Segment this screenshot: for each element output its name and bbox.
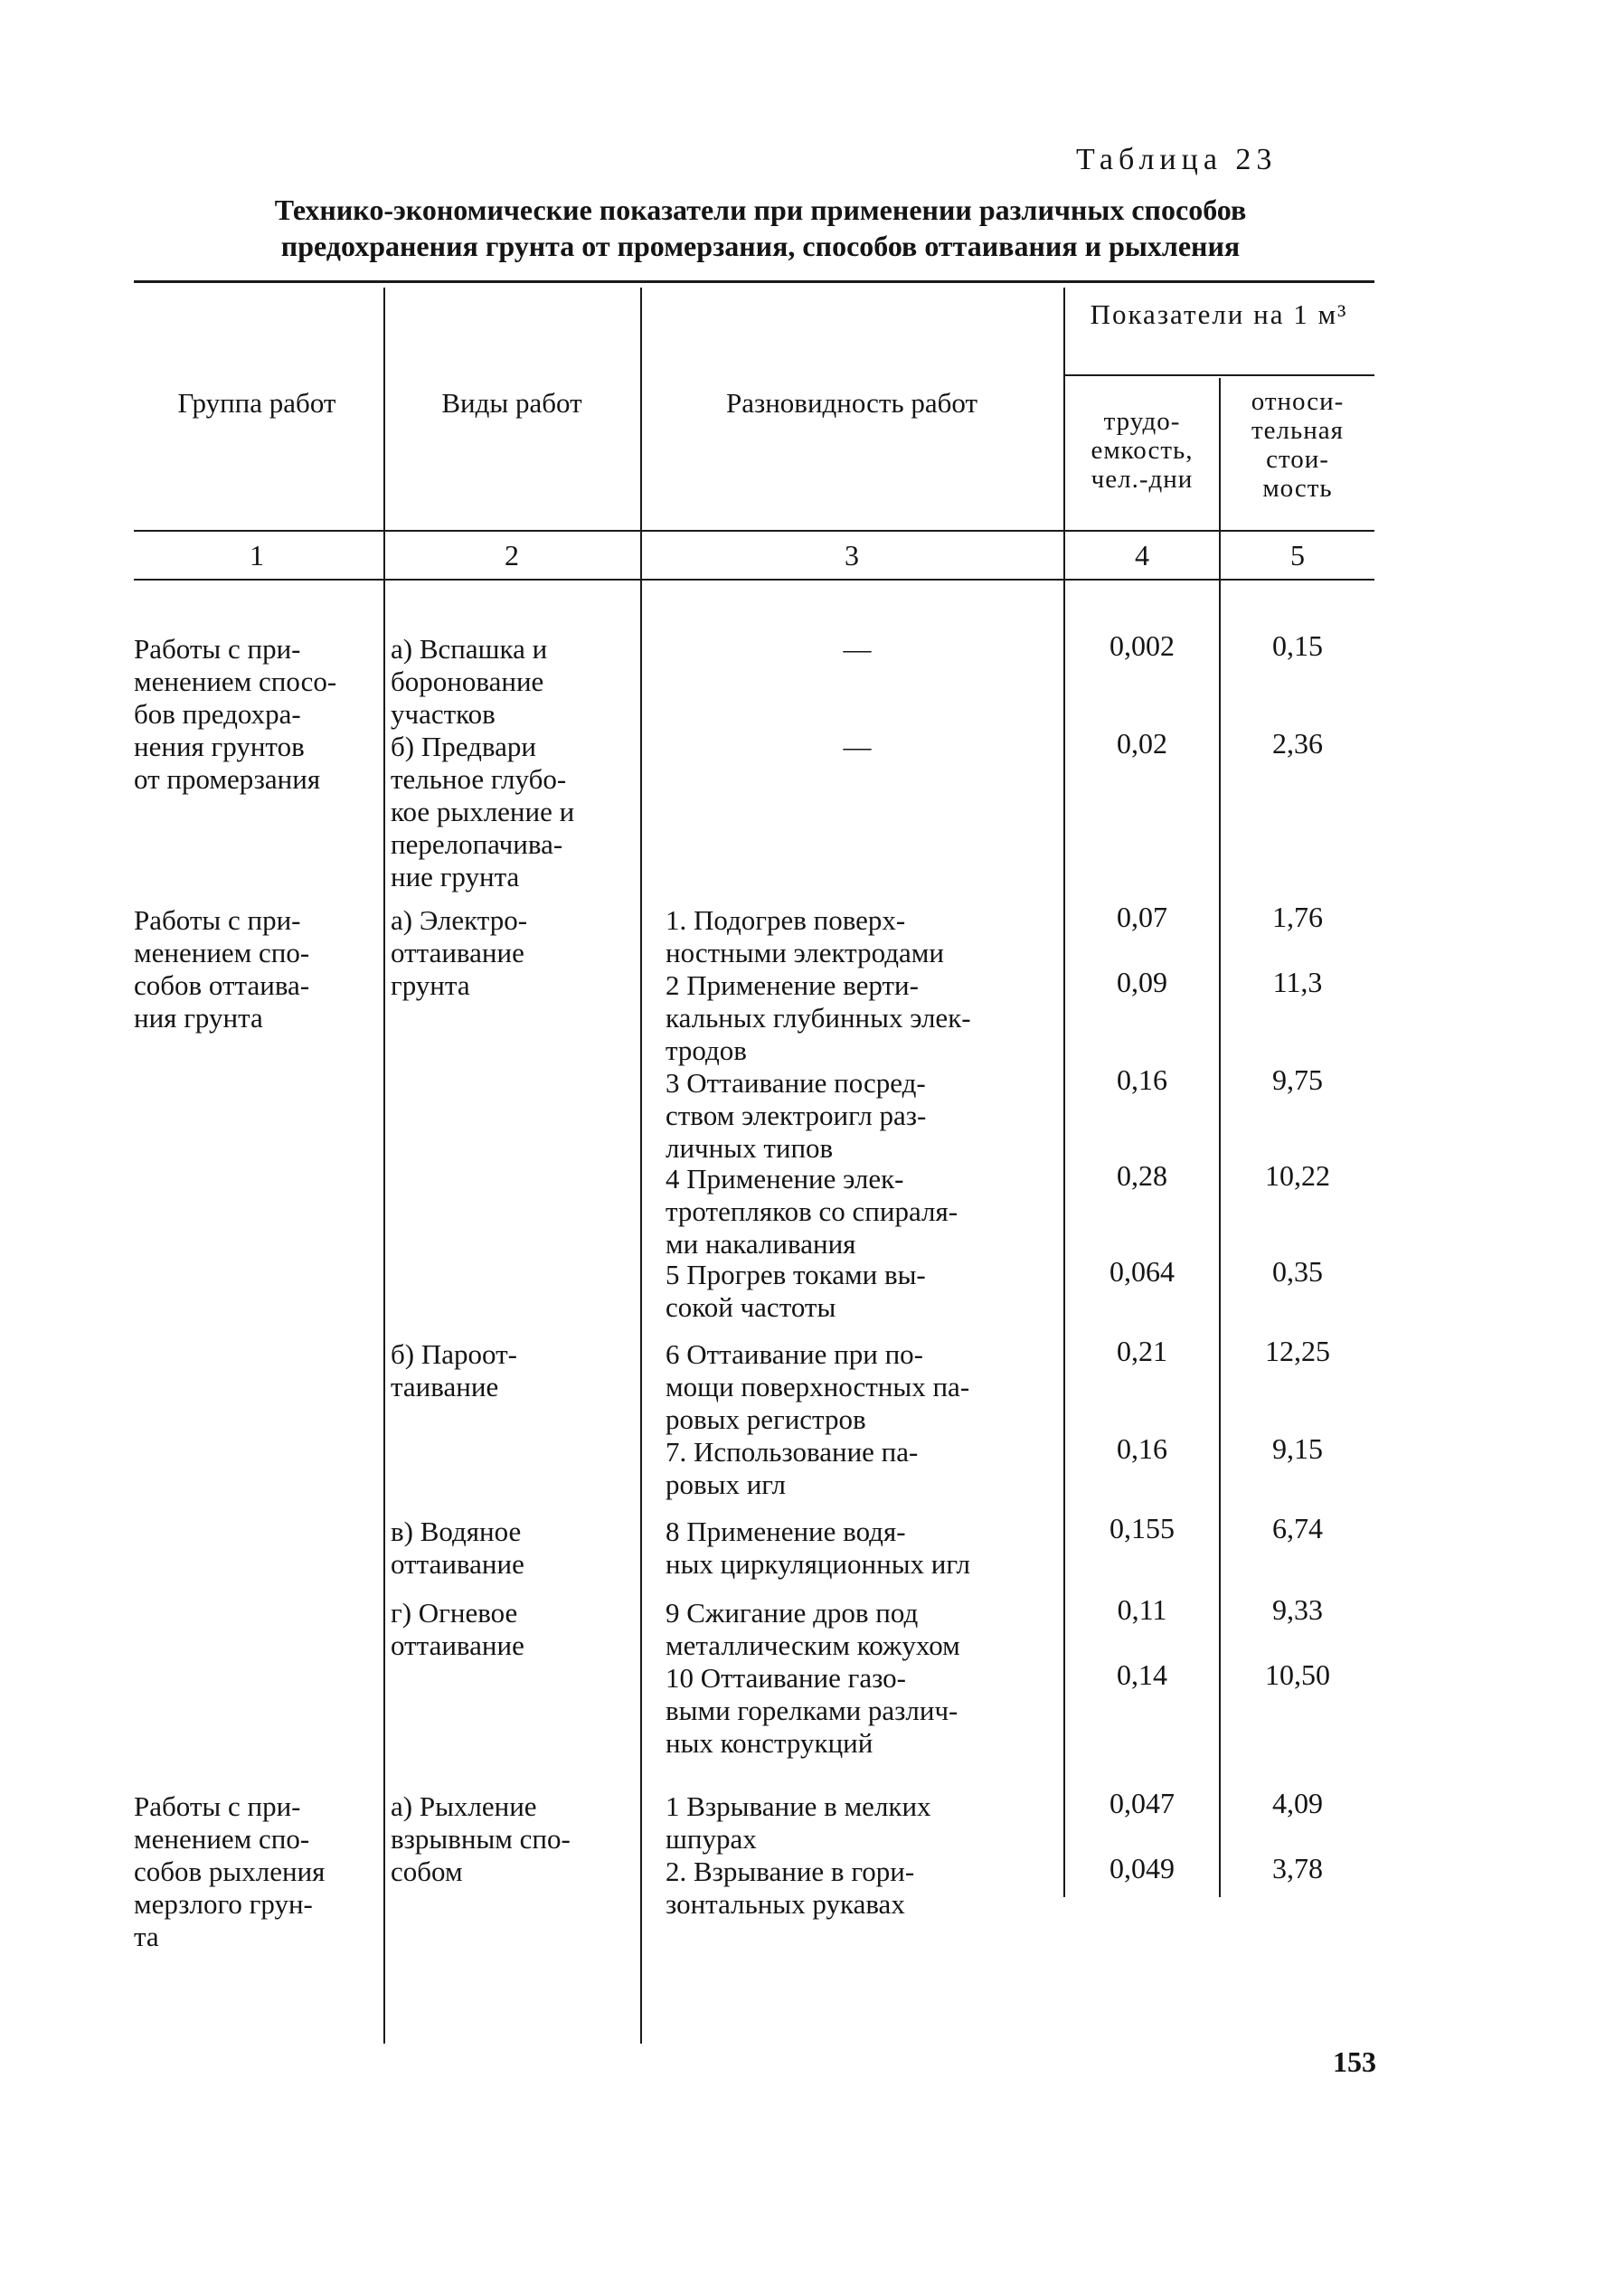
variety-cell: — bbox=[843, 633, 872, 665]
top-rule bbox=[134, 280, 1374, 283]
type-cell: б) Предвари тельное глубо- кое рыхление и перелопачива- ние грунта bbox=[391, 731, 575, 892]
labor-value: 0,16 bbox=[1117, 1063, 1167, 1096]
labor-value: 0,11 bbox=[1117, 1593, 1167, 1626]
col-divider-2 bbox=[640, 288, 642, 2044]
cost-value: 2,36 bbox=[1272, 727, 1323, 760]
type-cell: г) Огневое оттаивание bbox=[391, 1597, 524, 1661]
number-row-rule bbox=[134, 579, 1374, 581]
labor-value: 0,155 bbox=[1109, 1512, 1175, 1544]
column-number-3: 3 bbox=[845, 539, 859, 571]
col-divider-4 bbox=[1219, 378, 1221, 1897]
column-number-1: 1 bbox=[250, 539, 264, 571]
cost-value: 0,35 bbox=[1272, 1255, 1323, 1288]
variety-cell: 6 Оттаивание при по- мощи поверхностных па- ровых регистров bbox=[666, 1338, 970, 1435]
group-cell: Работы с при- менением спосо- бов предохра- нения грунтов от промерзания bbox=[134, 633, 337, 795]
col-divider-3 bbox=[1063, 288, 1065, 1897]
cost-value: 6,74 bbox=[1272, 1512, 1323, 1544]
labor-value: 0,064 bbox=[1109, 1255, 1175, 1288]
variety-cell: 3 Оттаивание посред- ством электроигл раз- личных типов bbox=[666, 1067, 927, 1164]
page-number: 153 bbox=[1333, 2045, 1376, 2078]
col-divider-1 bbox=[383, 288, 385, 2044]
group-cell: Работы с при- менением спо- собов оттаива- ния грунта bbox=[134, 904, 310, 1034]
variety-cell: 9 Сжигание дров под металлическим кожухом bbox=[666, 1597, 960, 1661]
labor-value: 0,002 bbox=[1109, 629, 1175, 662]
header-types-of-works: Виды работ bbox=[441, 387, 582, 419]
header-relative-cost: относи- тельная стои- мость bbox=[1251, 387, 1345, 503]
cost-value: 10,22 bbox=[1265, 1159, 1330, 1192]
variety-cell: 1 Взрывание в мелких шпурах bbox=[666, 1790, 931, 1855]
type-cell: в) Водяное оттаивание bbox=[391, 1516, 524, 1580]
type-cell: а) Рыхление взрывным спо- собом bbox=[391, 1790, 571, 1887]
cost-value: 9,33 bbox=[1272, 1593, 1323, 1626]
header-labor-intensity: трудо- емкость, чел.-дни bbox=[1091, 407, 1194, 494]
cost-value: 3,78 bbox=[1272, 1852, 1323, 1884]
header-group-of-works: Группа работ bbox=[177, 387, 336, 419]
variety-cell: — bbox=[843, 731, 872, 762]
labor-value: 0,28 bbox=[1117, 1159, 1167, 1192]
variety-cell: 1. Подогрев поверх- ностными электродами bbox=[666, 904, 944, 968]
variety-cell: 2 Применение верти- кальных глубинных элек- тродов bbox=[666, 969, 971, 1066]
labor-value: 0,21 bbox=[1117, 1335, 1167, 1367]
variety-cell: 10 Оттаивание газо- выми горелками различ- ных конструкций bbox=[666, 1662, 958, 1759]
cost-value: 10,50 bbox=[1265, 1658, 1330, 1691]
header-bottom-rule bbox=[134, 530, 1374, 532]
type-cell: а) Электро- оттаивание грунта bbox=[391, 904, 528, 1001]
variety-cell: 2. Взрывание в гори- зонтальных рукавах bbox=[666, 1856, 915, 1920]
cost-value: 9,15 bbox=[1272, 1432, 1323, 1465]
cost-value: 11,3 bbox=[1272, 966, 1323, 998]
labor-value: 0,07 bbox=[1117, 901, 1167, 933]
type-cell: б) Пароот- таивание bbox=[391, 1338, 517, 1402]
table-number: Таблица 23 bbox=[1076, 143, 1278, 176]
cost-value: 9,75 bbox=[1272, 1063, 1323, 1096]
group-cell: Работы с при- менением спо- собов рыхления мерзлого грун- та bbox=[134, 1790, 326, 1952]
column-number-5: 5 bbox=[1290, 539, 1305, 571]
header-indicators: Показатели на 1 м³ bbox=[1090, 298, 1348, 330]
labor-value: 0,16 bbox=[1117, 1432, 1167, 1465]
labor-value: 0,14 bbox=[1117, 1658, 1167, 1691]
variety-cell: 8 Применение водя- ных циркуляционных игл bbox=[666, 1516, 970, 1580]
cost-value: 0,15 bbox=[1272, 629, 1323, 662]
cost-value: 12,25 bbox=[1265, 1335, 1330, 1367]
variety-cell: 5 Прогрев токами вы- сокой частоты bbox=[666, 1259, 926, 1323]
variety-cell: 4 Применение элек- тротепляков со спираля- ми накаливания bbox=[666, 1163, 958, 1260]
header-variety-of-works: Разновидность работ bbox=[725, 387, 978, 419]
labor-value: 0,09 bbox=[1117, 966, 1167, 998]
variety-cell: 7. Использование па- ровых игл bbox=[666, 1436, 919, 1500]
labor-value: 0,047 bbox=[1109, 1787, 1175, 1819]
labor-value: 0,049 bbox=[1109, 1852, 1175, 1884]
column-number-4: 4 bbox=[1135, 539, 1149, 571]
cost-value: 1,76 bbox=[1272, 901, 1323, 933]
indicators-rule bbox=[1063, 374, 1374, 376]
column-number-2: 2 bbox=[505, 539, 519, 571]
cost-value: 4,09 bbox=[1272, 1787, 1323, 1819]
type-cell: а) Вспашка и боронование участков bbox=[391, 633, 548, 730]
table-title: Технико-экономические показатели при применении различных способов предохранения грунта от промерзания, способов оттаивания и рыхления bbox=[274, 194, 1247, 262]
labor-value: 0,02 bbox=[1117, 727, 1167, 760]
